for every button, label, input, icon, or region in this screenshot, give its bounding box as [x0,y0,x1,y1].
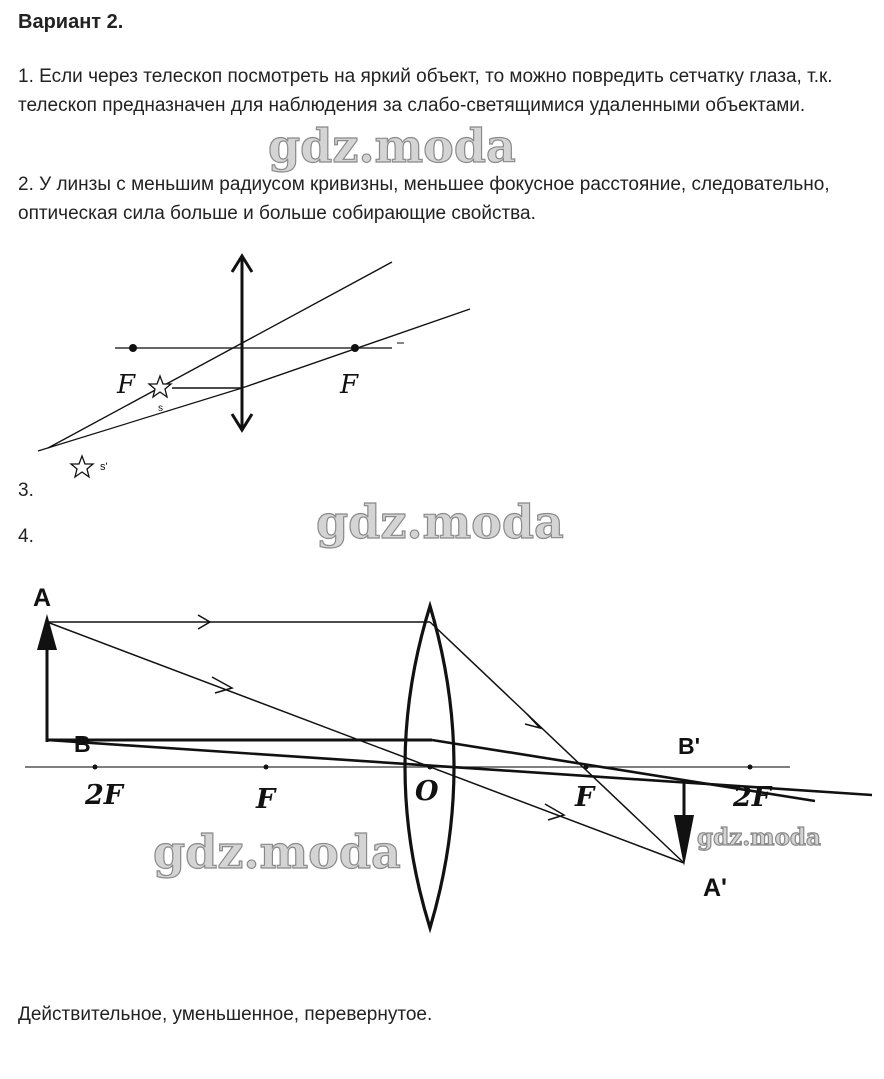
answer-conclusion: Действительное, уменьшенное, перевернутое. [18,1004,433,1025]
image-arrowhead [674,815,694,866]
page-title: Вариант 2. [18,11,124,33]
lens-diagram-1 [38,256,470,477]
star-icon [71,456,93,477]
focus-label-left: F [117,370,136,400]
label-a-image: A' [703,874,727,902]
watermark: gdz.moda [268,119,516,173]
label-f-left: F [256,784,276,815]
label-o: O [415,776,439,807]
label-2f-left: 2F [85,780,123,811]
image-label: s' [100,461,108,473]
source-label: s [158,403,163,414]
ray-back-1 [38,388,242,451]
star-icon [149,376,171,397]
label-2f-right: 2F [733,782,771,813]
label-b: B [74,731,91,757]
answer-1: 1. Если через телескоп посмотреть на яркий объект, то можно повредить сетчатку глаза, т.к. телескоп предназначен для наблюдения за слабо-светящимися удаленными объектами. [18,66,833,116]
object-arrowhead [37,614,57,650]
answer-4-number: 4. [18,526,34,547]
label-a: A [33,584,52,612]
watermark-small: gdz.moda [697,824,821,851]
focus-label-right: F [340,370,359,400]
answer-2: 2. У линзы с меньшим радиусом кривизны, меньшее фокусное расстояние, следовательно, оптическая сила больше и больше собирающие свойства. [18,174,830,224]
watermark: gdz.moda [153,825,401,879]
focus-point-left [129,344,137,352]
answer-3-number: 3. [18,480,34,501]
label-f-right: F [575,782,595,813]
ray-through-focus [430,622,684,863]
label-b-image: B' [678,733,701,759]
watermark: gdz.moda [316,495,564,549]
ray-center [48,262,392,448]
